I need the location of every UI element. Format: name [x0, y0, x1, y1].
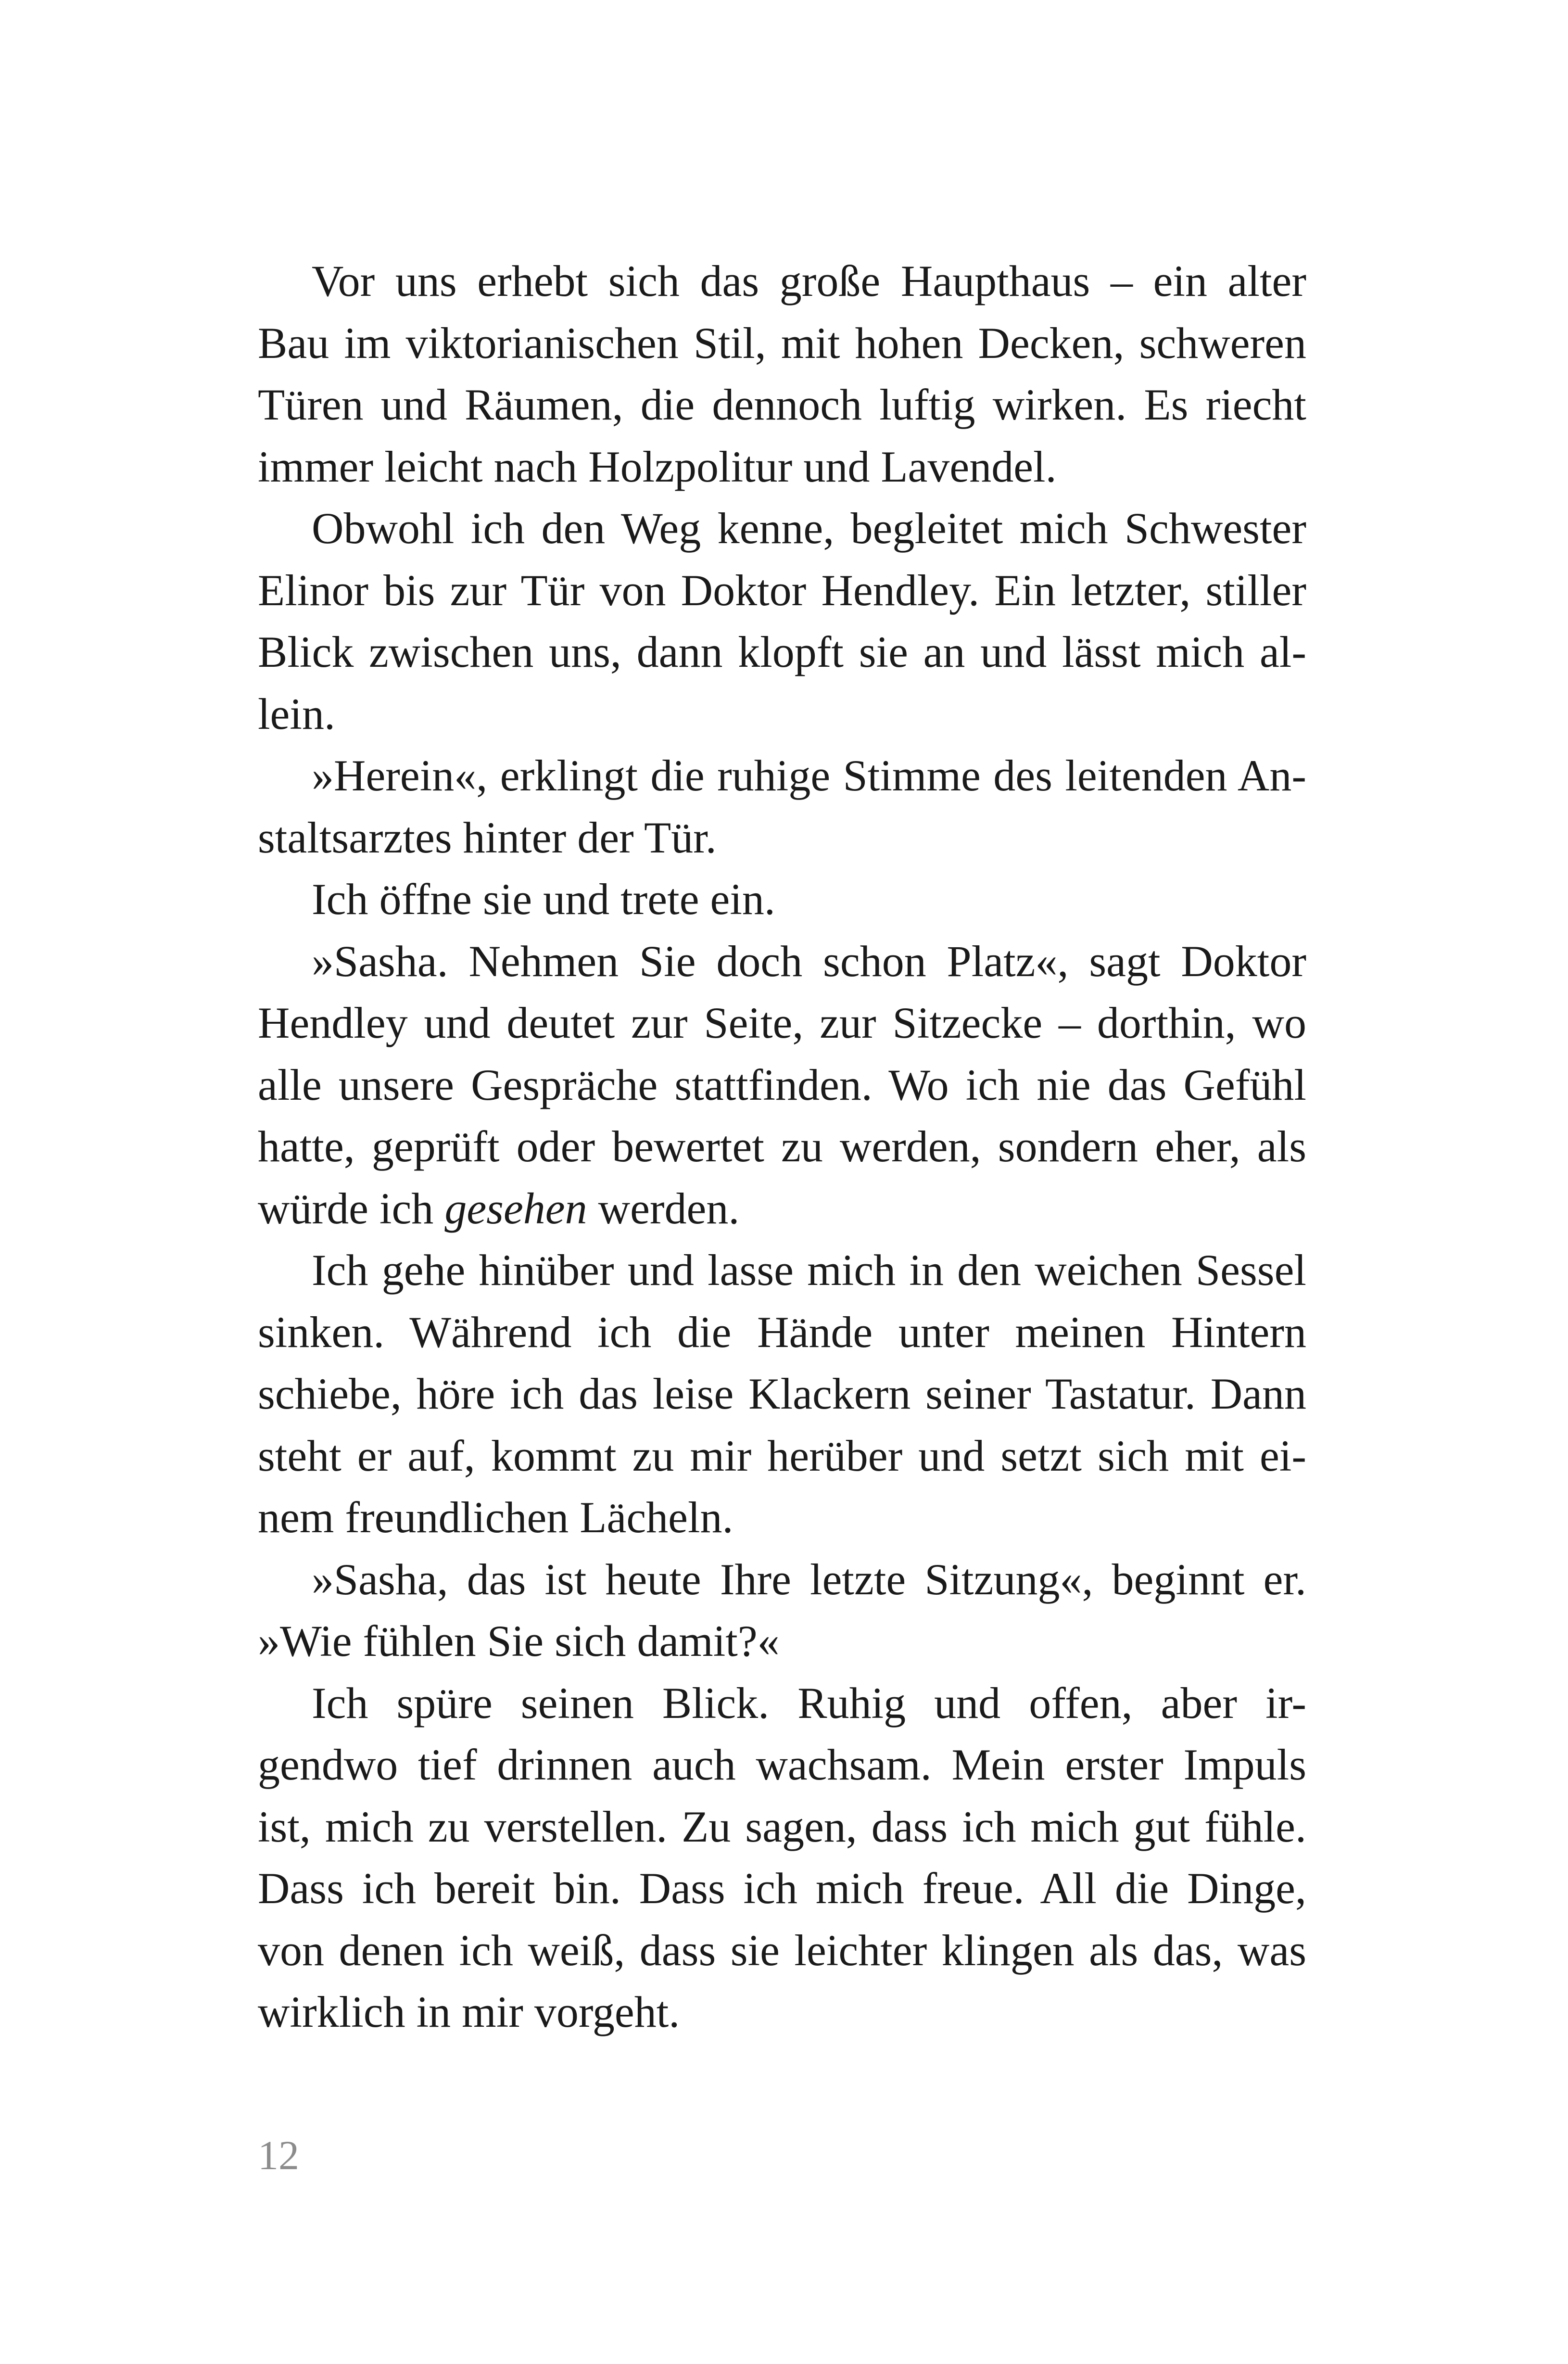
text-line: steht er auf, kommt zu mir herüber und setzt sich mit ei-: [258, 1431, 1306, 1480]
text-line: Elinor bis zur Tür von Doktor Hendley. Ein letzter, stiller: [258, 565, 1306, 615]
text-line: von denen ich weiß, dass sie leichter klingen als das, was: [258, 1925, 1306, 1975]
text-line: Obwohl ich den Weg kenne, begleitet mich Schwester: [312, 504, 1306, 553]
text-line: Dass ich bereit bin. Dass ich mich freue. All die Dinge,: [258, 1864, 1306, 1913]
text-segment: würde ich: [258, 1183, 445, 1233]
text-line: Ich öffne sie und trete ein.: [312, 875, 775, 924]
text-line: Ich spüre seinen Blick. Ruhig und offen, aber ir-: [312, 1678, 1306, 1728]
text-line: Bau im viktorianischen Stil, mit hohen Decken, schweren: [258, 318, 1306, 368]
text-line: Hendley und deutet zur Seite, zur Sitzecke – dorthin, wo: [258, 998, 1306, 1047]
emphasized-word: gesehen: [444, 1183, 587, 1233]
text-line: »Sasha, das ist heute Ihre letzte Sitzung«, beginnt er.: [312, 1554, 1306, 1604]
text-line: Ich gehe hinüber und lasse mich in den weichen Sessel: [312, 1246, 1306, 1295]
text-line: immer leicht nach Holzpolitur und Lavendel.: [258, 442, 1057, 491]
text-line: alle unsere Gespräche stattfinden. Wo ich nie das Gefühl: [258, 1060, 1306, 1109]
text-line: Vor uns erhebt sich das große Haupthaus – ein alter: [312, 256, 1306, 305]
text-line: hatte, geprüft oder bewertet zu werden, sondern eher, als: [258, 1122, 1306, 1171]
text-line: nem freundlichen Lächeln.: [258, 1493, 733, 1542]
text-line: ist, mich zu verstellen. Zu sagen, dass ich mich gut fühle.: [258, 1802, 1306, 1851]
body-text: [258, 250, 1306, 2043]
text-line: gendwo tief drinnen auch wachsam. Mein erster Impuls: [258, 1740, 1306, 1789]
text-line: »Herein«, erklingt die ruhige Stimme des leitenden An-: [312, 751, 1306, 800]
page-number: 12: [258, 2132, 299, 2178]
text-line: »Wie fühlen Sie sich damit?«: [258, 1616, 780, 1665]
text-line: schiebe, höre ich das leise Klackern seiner Tastatur. Dann: [258, 1369, 1306, 1418]
text-line: Blick zwischen uns, dann klopft sie an und lässt mich al-: [258, 627, 1306, 676]
text-line: »Sasha. Nehmen Sie doch schon Platz«, sagt Doktor: [312, 936, 1306, 986]
text-line: Türen und Räumen, die dennoch luftig wirken. Es riecht: [258, 380, 1306, 429]
text-line: staltsarztes hinter der Tür.: [258, 813, 717, 862]
text-line: sinken. Während ich die Hände unter meinen Hintern: [258, 1307, 1306, 1357]
text-line: lein.: [258, 689, 335, 738]
text-line: [258, 1178, 1306, 1240]
text-segment: werden.: [587, 1183, 740, 1233]
text-line: wirklich in mir vorgeht.: [258, 1987, 680, 2036]
